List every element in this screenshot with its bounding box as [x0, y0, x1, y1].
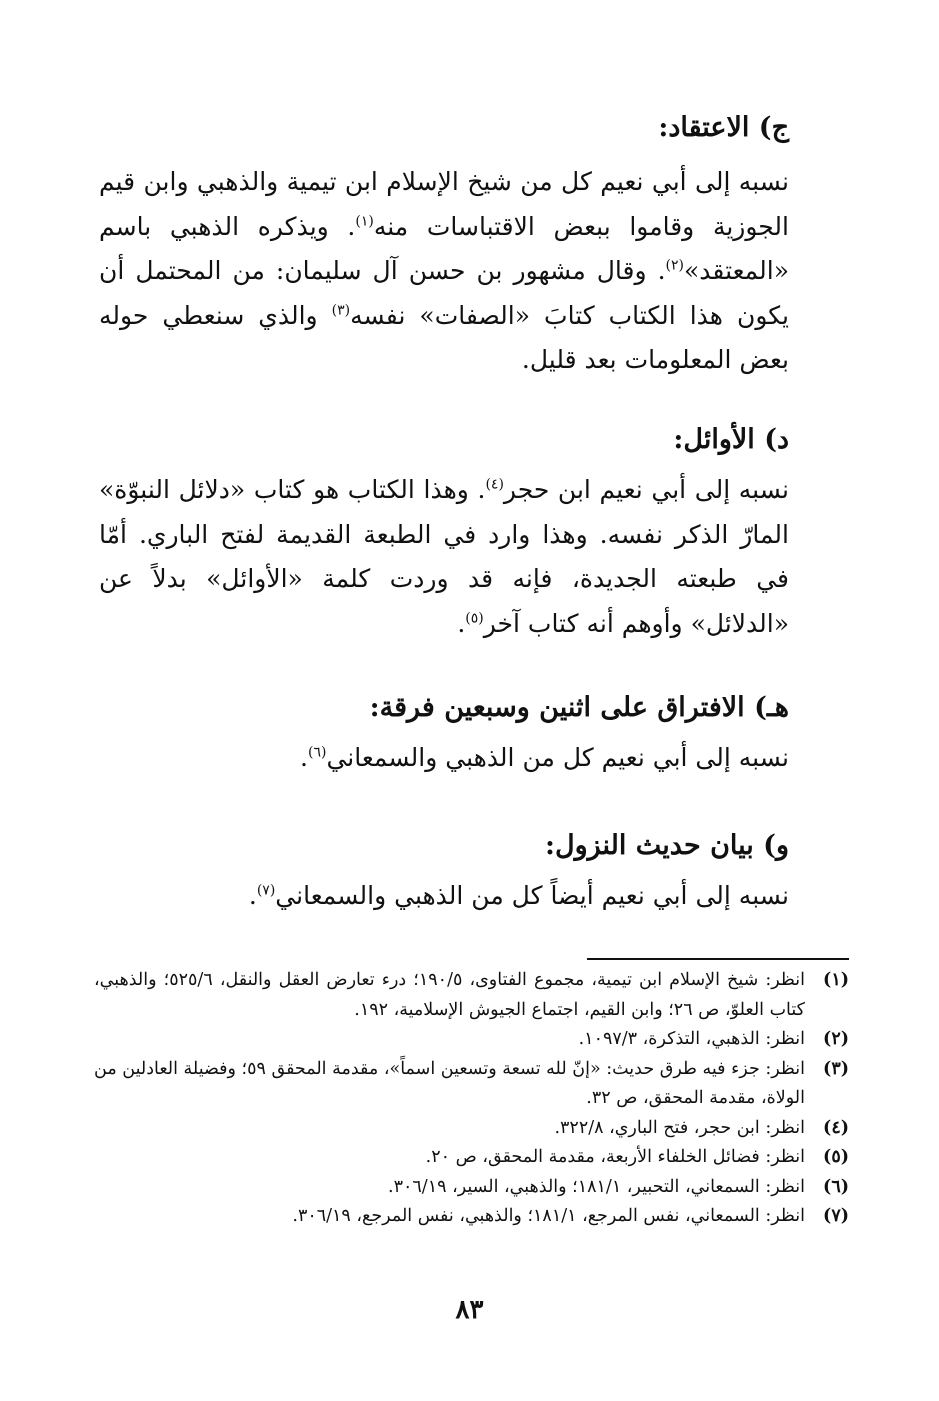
footnote-item: [94, 1025, 849, 1055]
footnote-text: انظر: السمعاني، التحبير، ١٨١/١؛ والذهبي، السير، ٣٠٦/١٩.: [388, 1176, 805, 1197]
footnote-text: انظر: فضائل الخلفاء الأربعة، مقدمة المحقق، ص ٢٠.: [425, 1147, 805, 1167]
section-paragraph-aqeeda: [99, 160, 789, 383]
footnote-number: (٢): [823, 1029, 849, 1049]
section-heading-awail: د) الأوائل:: [673, 424, 789, 455]
footnote-text: انظر: الذهبي، التذكرة، ١٠٩٧/٣.: [578, 1029, 805, 1049]
footnote-text: انظر: السمعاني، نفس المرجع، ١٨١/١؛ والذهبي، نفس المرجع، ٣٠٦/١٩.: [292, 1206, 805, 1226]
text-segment: نسبه إلى أبي نعيم كل من شيخ الإسلام ابن تيمية والذهبي وابن قيم الجوزية وقاموا ببعض الاقتباسات منه: [99, 167, 789, 241]
text-segment: .: [457, 608, 466, 638]
paragraph-text: [99, 468, 789, 646]
section-paragraph-awail: [99, 468, 789, 646]
footnote-number: (٤): [823, 1117, 849, 1138]
section-heading-nuzul: و) بيان حديث النزول:: [544, 830, 789, 861]
footnote-item: [94, 1173, 849, 1203]
footnote-ref: (٦): [307, 744, 327, 761]
text-segment: نسبه إلى أبي نعيم ابن حجر: [503, 475, 789, 504]
footnote-number: (٧): [823, 1206, 849, 1226]
paragraph-text: [99, 874, 789, 919]
footnote-text: انظر: شيخ الإسلام ابن تيمية، مجموع الفتاوى، ١٩٠/٥؛ درء تعارض العقل والنقل، ٥٢٥/٦؛ والذهبي، كتاب العلوّ، ص ٢٦؛ وابن القيم، اجتماع الجيوش الإسلامية، ١٩٢.: [94, 970, 805, 1020]
footnote-number: (٣): [823, 1058, 849, 1079]
text-segment: نسبه إلى أبي نعيم أيضاً كل من الذهبي والسمعاني: [275, 881, 789, 910]
footnote-item: [94, 966, 849, 1025]
text-segment: .: [300, 743, 308, 772]
footnotes-list: [94, 966, 849, 1232]
footnote-item: [94, 1114, 849, 1144]
footnote-text: انظر: ابن حجر، فتح الباري، ٣٢٢/٨.: [554, 1117, 805, 1138]
text-segment: . وقال مشهور بن حسن آل سليمان: من المحتمل أن يكون هذا الكتاب كتابَ «الصفات» نفسه: [99, 256, 789, 330]
text-segment: والذي سنعطي حوله بعض المعلومات بعد قليل.: [99, 300, 789, 374]
text-segment: . ويذكره الذهبي باسم «المعتقد»: [99, 211, 789, 285]
footnote-ref: (٣): [331, 302, 351, 319]
text-segment: نسبه إلى أبي نعيم كل من الذهبي والسمعاني: [326, 743, 789, 772]
footnote-ref: (٥): [465, 610, 484, 627]
paragraph-text: [99, 736, 789, 781]
footnote-number: (٥): [823, 1147, 849, 1167]
footnote-item: [94, 1202, 849, 1232]
section-paragraph-iftiraq: [99, 736, 789, 781]
footnote-ref: (٢): [665, 257, 685, 274]
footnote-item: [94, 1143, 849, 1173]
footnote-text: انظر: جزء فيه طرق حديث: «إنّ لله تسعة وتسعين اسماً»، مقدمة المحقق ٥٩؛ وفضيلة العادلين من الولاة، مقدمة المحقق، ص ٣٢.: [94, 1058, 805, 1108]
footnote-ref: (٧): [256, 882, 276, 899]
footnote-number: (٦): [823, 1176, 849, 1197]
footnote-number: (١): [823, 970, 849, 990]
paragraph-text: [99, 160, 789, 383]
section-heading-iftiraq: هـ) الافتراق على اثنين وسبعين فرقة:: [369, 692, 789, 723]
footnote-ref: (١): [355, 213, 374, 230]
section-paragraph-nuzul: [99, 874, 789, 919]
footnote-ref: (٤): [485, 476, 504, 493]
text-segment: .: [248, 881, 257, 910]
footnote-item: [94, 1055, 849, 1114]
page-number: ٨٣: [455, 1295, 484, 1325]
section-heading-aqeeda: ج) الاعتقاد:: [658, 112, 789, 143]
footnote-divider: [587, 958, 849, 960]
text-segment: . وهذا الكتاب هو كتاب «دلائل النبوّة» المارّ الذكر نفسه. وهذا وارد في الطبعة القديمة لفتح الباري. أمّا في طبعته الجديدة، فإنه قد وردت كلمة «الأوائل» بدلاً عن «الدلائل» وأوهم أنه كتاب آخر: [99, 475, 789, 638]
